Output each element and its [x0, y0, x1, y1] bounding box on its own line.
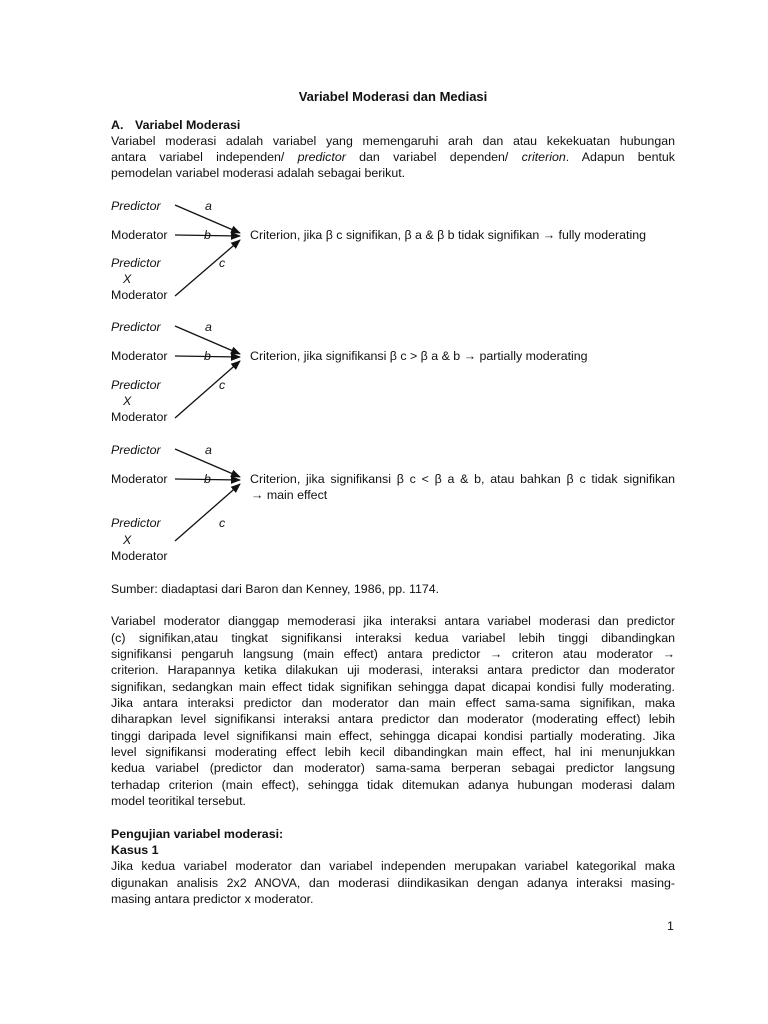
body-line: Variabel moderator dianggap memoderasi jika interaksi antara variabel moderasi dan predictor [111, 614, 675, 628]
criterion-text: Criterion, jika signifikansi β c < β a & b, atau bahkan β c tidak signifikan [250, 472, 675, 486]
page-number: 1 [667, 919, 674, 933]
path-c-label: c [219, 378, 226, 392]
criterion-text: Criterion, jika β c signifikan, β a & β b tidak signifikan → fully moderating [250, 228, 647, 242]
body-line: Jika antara interaksi predictor dan moderator dan main effect sama-sama signifikan, maka [111, 696, 675, 710]
section-number: A. [111, 118, 124, 132]
body-line: kedua variabel (predictor dan moderator) sama-sama berperan sebagai predictor langsung [111, 761, 675, 775]
intro-line: antara variabel independen/ predictor dan variabel dependen/ criterion. Adapun bentuk [111, 150, 675, 164]
body-line: model teoritikal tersebut. [111, 794, 246, 808]
body-line: criterion. Harapannya ketika dilakukan uji moderasi, interaksi antara predictor dan moderator [111, 663, 675, 677]
interaction-x-label: X [123, 272, 132, 286]
testing-line: digunakan analisis 2x2 ANOVA, dan moderasi diindikasikan dengan adanya interaksi masing- [111, 876, 675, 890]
path-b-label: b [204, 349, 211, 363]
path-a-label: a [205, 199, 212, 213]
section-heading: Variabel Moderasi [135, 118, 241, 132]
diagram-interaction-predictor-label: Predictor [111, 516, 161, 530]
source-citation: Sumber: diadaptasi dari Baron dan Kenney, 1986, pp. 1174. [111, 582, 440, 596]
path-c-label: c [219, 516, 226, 530]
arrow-c [175, 240, 240, 296]
diagram-interaction-predictor-label: Predictor [111, 256, 161, 270]
interaction-x-label: X [123, 394, 132, 408]
arrow-c [175, 361, 240, 418]
diagram-predictor-label: Predictor [111, 199, 161, 213]
arrow-a [175, 449, 240, 477]
arrow-a [175, 326, 240, 354]
diagram-interaction-moderator-label: Moderator [111, 288, 168, 302]
path-a-label: a [205, 443, 212, 457]
diagram-interaction-moderator-label: Moderator [111, 549, 168, 563]
diagram-moderator-label: Moderator [111, 228, 168, 242]
intro-line: Variabel moderasi adalah variabel yang memengaruhi arah dan atau kekekuatan hubungan [111, 134, 675, 148]
arrow-a [175, 205, 240, 233]
page-title: Variabel Moderasi dan Mediasi [298, 89, 488, 104]
testing-heading: Pengujian variabel moderasi: [111, 827, 284, 841]
interaction-x-label: X [123, 533, 132, 547]
arrow-c [175, 484, 240, 541]
body-line: terhadap criterion (main effect), sehingga tidak ditemukan adanya hubungan moderasi dalam [111, 778, 675, 792]
path-c-label: c [219, 256, 226, 270]
body-line: signifikansi pengaruh langsung (main effect) antara predictor → criteron atau moderator → [111, 647, 675, 661]
arrow-b [175, 356, 240, 357]
testing-line: Jika kedua variabel moderator dan variabel independen merupakan variabel kategorikal maka [111, 859, 675, 873]
body-line: tinggi daripada level signifikansi main effect, sehingga dicapai kondisi partially moderating. Jika [111, 729, 675, 743]
intro-line: pemodelan variabel moderasi adalah sebagai berikut. [111, 166, 406, 180]
arrow-b [175, 235, 240, 236]
body-line: signifikan, sedangkan main effect tidak signifikan sehingga dapat dicapai kondisi fully moderating. [111, 680, 675, 694]
criterion-text-continued: → main effect [251, 488, 328, 502]
path-b-label: b [204, 228, 211, 242]
case-heading: Kasus 1 [111, 843, 159, 857]
path-a-label: a [205, 320, 212, 334]
criterion-text: Criterion, jika signifikansi β c > β a & b → partially moderating [250, 349, 588, 363]
diagram-moderator-label: Moderator [111, 349, 168, 363]
body-line: (c) signifikan,atau tingkat signifikansi interaksi kedua variabel lebih tinggi dibandingkan [111, 631, 675, 645]
diagram-interaction-predictor-label: Predictor [111, 378, 161, 392]
body-line: level signifikansi moderating effect lebih kecil dibandingkan main effect, hal ini menunjukkan [111, 745, 675, 759]
diagram-predictor-label: Predictor [111, 443, 161, 457]
diagram-interaction-moderator-label: Moderator [111, 410, 168, 424]
body-line: diharapkan level signifikansi interaksi antara predictor dan moderator (moderating effect) lebih [111, 712, 675, 726]
arrow-b [175, 479, 240, 480]
diagram-moderator-label: Moderator [111, 472, 168, 486]
path-b-label: b [204, 472, 211, 486]
diagram-predictor-label: Predictor [111, 320, 161, 334]
testing-line: masing antara predictor x moderator. [111, 892, 314, 906]
